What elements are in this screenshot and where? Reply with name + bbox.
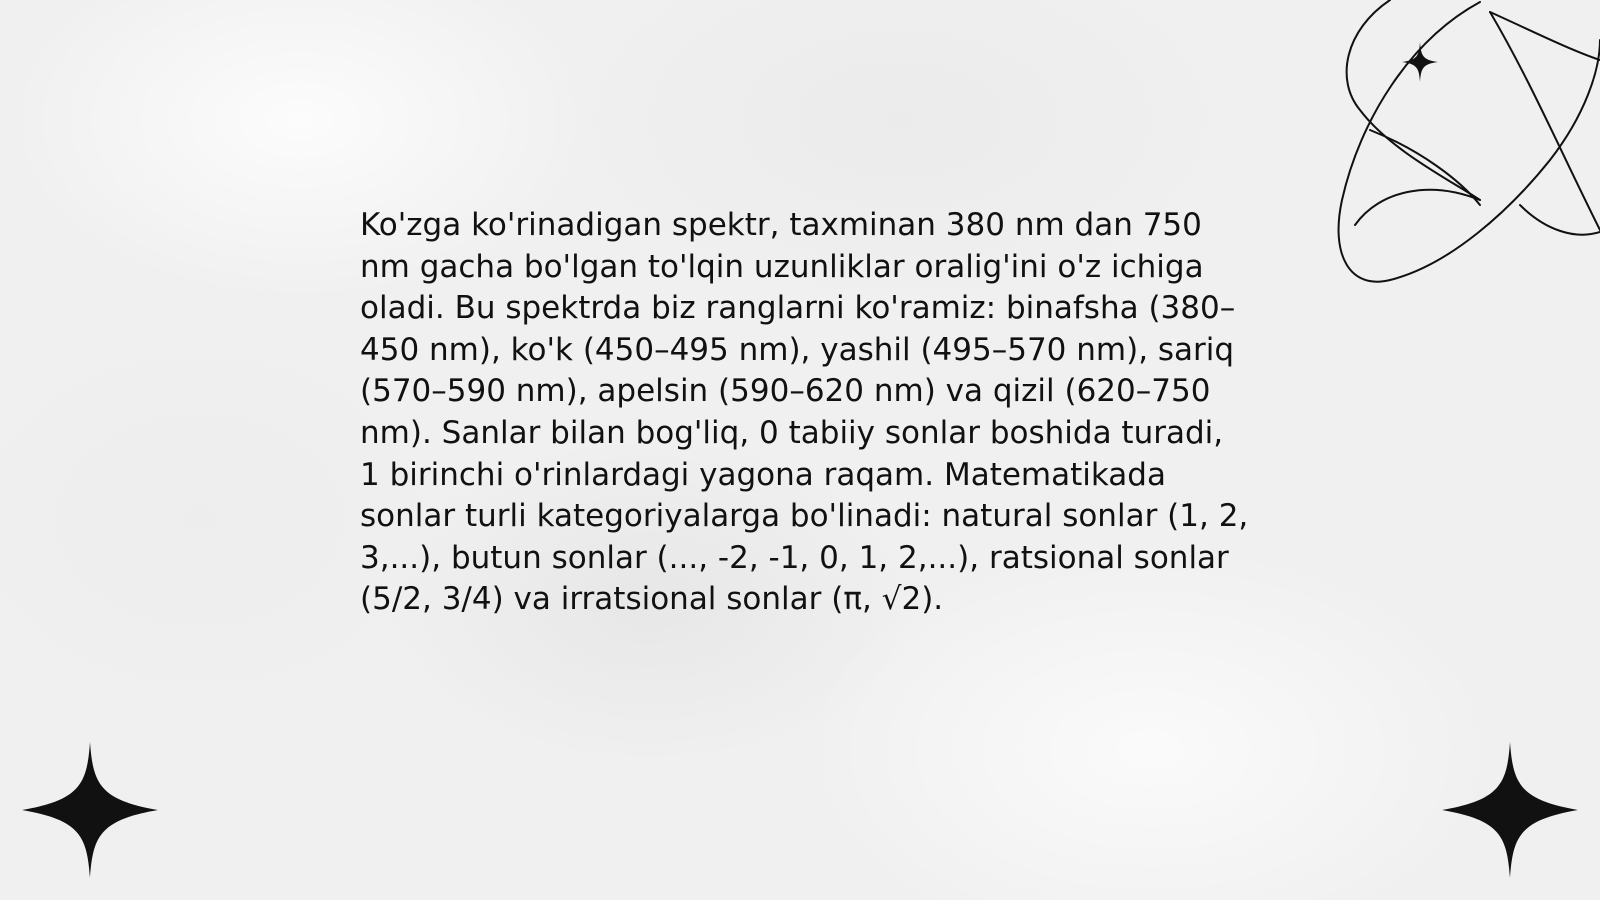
four-point-star-icon xyxy=(22,742,158,878)
orbit-lines-icon xyxy=(1330,0,1600,290)
sparkle-plus-icon xyxy=(1402,42,1438,82)
four-point-star-icon xyxy=(1442,742,1578,878)
body-paragraph: Ko'zga ko'rinadigan spektr, taxminan 380 nm dan 750 nm gacha bo'lgan to'lqin uzunliklar oralig'ini o'z ichiga oladi. Bu spektrda biz ranglarni ko'ramiz: binafsha (380–450 nm), ko'k (450–495 nm), yashil (495–570 nm), sariq (570–590 nm), apelsin (590–620 nm) va qizil (620–750 nm). Sanlar bilan bog'liq, 0 tabiiy sonlar boshida turadi, 1 birinchi o'rinlardagi yagona raqam. Matematikada sonlar turli kategoriyalarga bo'linadi: natural sonlar (1, 2, 3,...), butun sonlar (..., -2, -1, 0, 1, 2,...), ratsional sonlar (5/2, 3/4) va irratsional sonlar (π, √2). xyxy=(360,207,1249,618)
